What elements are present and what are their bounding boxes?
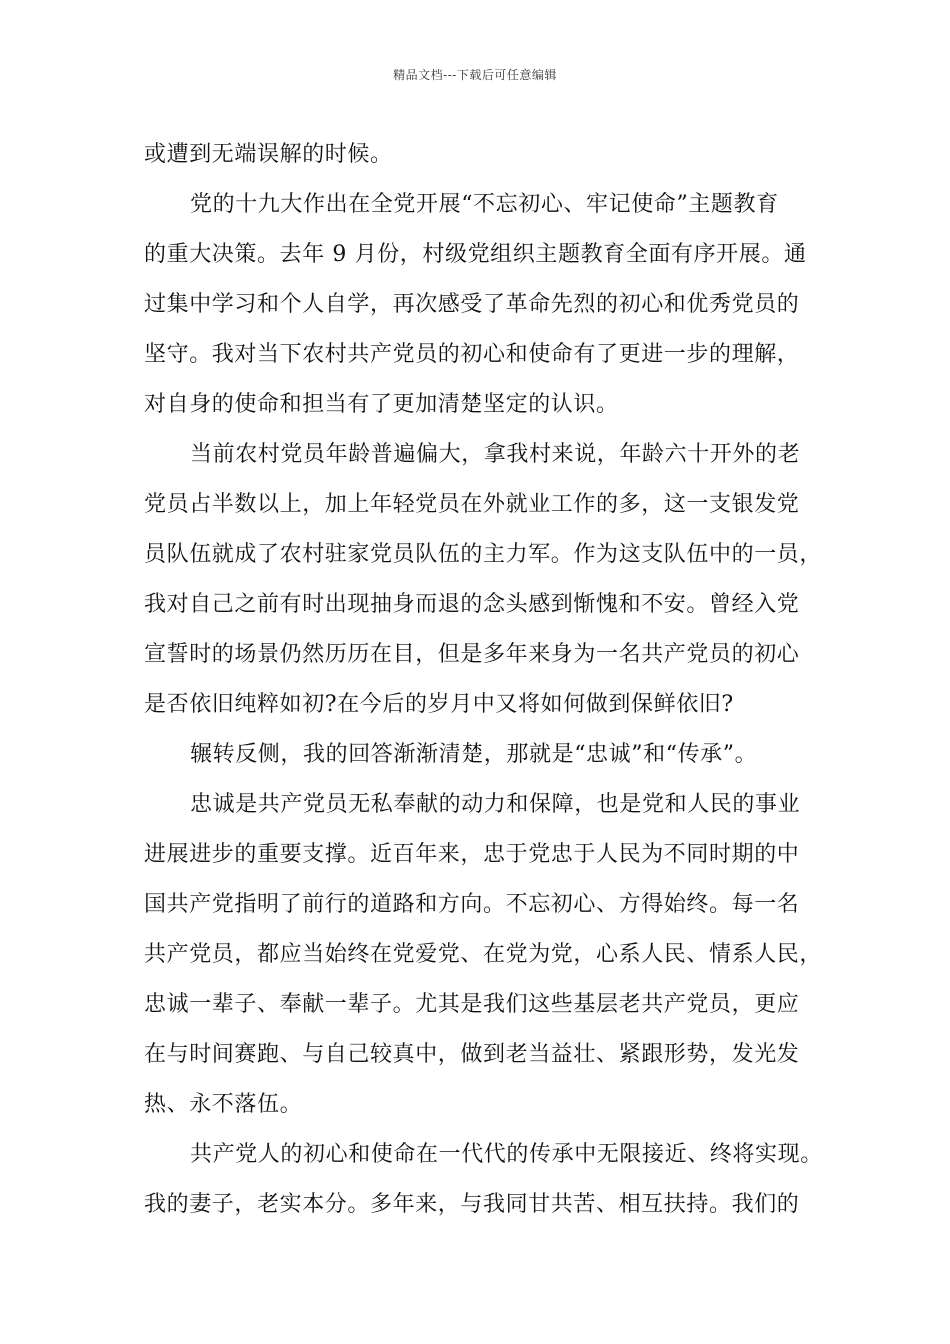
text-line: 过集中学习和个人自学，再次感受了革命先烈的初心和优秀党员的	[144, 292, 800, 317]
paragraph-start-line: 当前农村党员年龄普遍偏大，拿我村来说，年龄六十开外的老	[190, 442, 801, 467]
text-line: 对自身的使命和担当有了更加清楚坚定的认识。	[144, 392, 619, 417]
text-line: 热、永不落伍。	[144, 1092, 303, 1117]
paragraph-start-line: 党的十九大作出在全党开展“不忘初心、牢记使命”主题教育	[190, 192, 779, 217]
text-line: 是否依旧纯粹如初?在今后的岁月中又将如何做到保鲜依旧?	[144, 692, 734, 717]
text-line: 忠诚一辈子、奉献一辈子。尤其是我们这些基层老共产党员，更应	[144, 992, 800, 1017]
paragraph-start-line: 共产党人的初心和使命在一代代的传承中无限接近、终将实现。	[190, 1142, 823, 1167]
paragraph-start-line: 辗转反侧，我的回答渐渐清楚，那就是“忠诚”和“传承”。	[190, 742, 758, 767]
text-line: 的重大决策。去年 9 月份，村级党组织主题教育全面有序开展。通	[144, 242, 807, 267]
page-header: 精品文档---下载后可任意编辑	[393, 68, 557, 82]
text-line: 在与时间赛跑、与自己较真中，做到老当益壮、紧跟形势，发光发	[144, 1042, 800, 1067]
paragraph-start-line: 忠诚是共产党员无私奉献的动力和保障，也是党和人民的事业	[190, 792, 801, 817]
text-line: 我对自己之前有时出现抽身而退的念头感到惭愧和不安。曾经入党	[144, 592, 800, 617]
text-line: 共产党员，都应当始终在党爱党、在党为党，心系人民、情系人民，	[144, 942, 823, 967]
text-line: 党员占半数以上，加上年轻党员在外就业工作的多，这一支银发党	[144, 492, 800, 517]
text-line: 宣誓时的场景仍然历历在目，但是多年来身为一名共产党员的初心	[144, 642, 800, 667]
text-line: 进展进步的重要支撑。近百年来，忠于党忠于人民为不同时期的中	[144, 842, 800, 867]
text-line: 我的妻子，老实本分。多年来，与我同甘共苦、相互扶持。我们的	[144, 1192, 800, 1217]
text-line: 国共产党指明了前行的道路和方向。不忘初心、方得始终。每一名	[144, 892, 800, 917]
text-line: 坚守。我对当下农村共产党员的初心和使命有了更进一步的理解，	[144, 342, 800, 367]
document-body	[144, 130, 823, 1230]
text-line: 或遭到无端误解的时候。	[144, 142, 393, 167]
text-line: 员队伍就成了农村驻家党员队伍的主力军。作为这支队伍中的一员，	[144, 542, 823, 567]
